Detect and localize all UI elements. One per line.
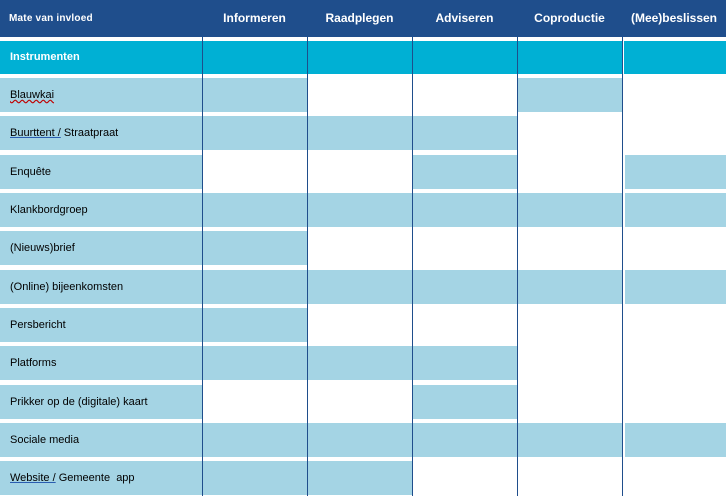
row-label-text: (Online) bijeenkomsten: [10, 281, 124, 293]
influence-cell-filled: [413, 385, 517, 419]
influence-cell-filled: [413, 346, 517, 380]
column-divider: [517, 37, 518, 496]
row-label-text: Enquête: [10, 166, 51, 178]
influence-cell-filled: [625, 155, 726, 189]
influence-cell-filled: [413, 270, 517, 304]
row-label: [0, 308, 202, 342]
row-label: [0, 231, 202, 265]
influence-cell-filled: [308, 193, 412, 227]
influence-cell-filled: [203, 308, 307, 342]
influence-cell-filled: [203, 231, 307, 265]
row-label-text: Website /: [10, 472, 56, 484]
column-header: Coproductie: [517, 0, 622, 37]
row-label-text: Straatpraat: [60, 127, 119, 139]
influence-cell-filled: [625, 193, 726, 227]
row-label-text: Prikker op de (digitale) kaart: [10, 396, 148, 408]
column-divider: [307, 37, 308, 496]
row-label: [0, 116, 202, 150]
column-divider: [202, 37, 203, 496]
column-header: Raadplegen: [307, 0, 412, 37]
row-label-text: (Nieuws)brief: [10, 242, 75, 254]
section-row-last-cell: [624, 41, 726, 74]
row-label: [0, 155, 202, 189]
influence-cell-filled: [308, 461, 412, 495]
row-label: [0, 78, 202, 112]
column-header: Adviseren: [412, 0, 517, 37]
influence-cell-filled: [413, 423, 517, 457]
influence-cell-filled: [203, 461, 307, 495]
influence-cell-filled: [518, 270, 622, 304]
row-label-text: Gemeente app: [55, 472, 135, 484]
row-label-text: Blauwkai: [10, 89, 55, 101]
header-label: Mate van invloed: [0, 0, 202, 37]
influence-cell-filled: [308, 270, 412, 304]
influence-cell-filled: [203, 78, 307, 112]
influence-cell-filled: [203, 193, 307, 227]
influence-cell-filled: [203, 270, 307, 304]
influence-cell-filled: [203, 346, 307, 380]
row-label-text: Klankbordgroep: [10, 204, 88, 216]
row-label: [0, 385, 202, 419]
section-row: [0, 41, 622, 74]
influence-cell-filled: [413, 155, 517, 189]
column-header: (Mee)beslissen: [622, 0, 726, 37]
influence-cell-filled: [413, 193, 517, 227]
column-divider: [622, 37, 623, 496]
influence-cell-filled: [308, 116, 412, 150]
row-label-text: Sociale media: [10, 434, 80, 446]
influence-cell-filled: [203, 116, 307, 150]
row-label-text: Platforms: [10, 357, 57, 369]
column-divider: [412, 37, 413, 496]
influence-cell-filled: [625, 270, 726, 304]
influence-cell-filled: [518, 78, 622, 112]
row-label: [0, 270, 202, 304]
row-label: [0, 193, 202, 227]
influence-cell-filled: [518, 423, 622, 457]
influence-cell-filled: [308, 423, 412, 457]
row-label: [0, 346, 202, 380]
influence-cell-filled: [518, 193, 622, 227]
row-label: [0, 423, 202, 457]
section-label: Instrumenten: [10, 51, 80, 63]
influence-cell-filled: [308, 346, 412, 380]
influence-cell-filled: [203, 423, 307, 457]
influence-cell-filled: [413, 116, 517, 150]
row-label: [0, 461, 202, 495]
row-label-text: Buurttent /: [10, 127, 61, 139]
influence-cell-filled: [625, 423, 726, 457]
column-header: Informeren: [202, 0, 307, 37]
row-label-text: Persbericht: [10, 319, 66, 331]
